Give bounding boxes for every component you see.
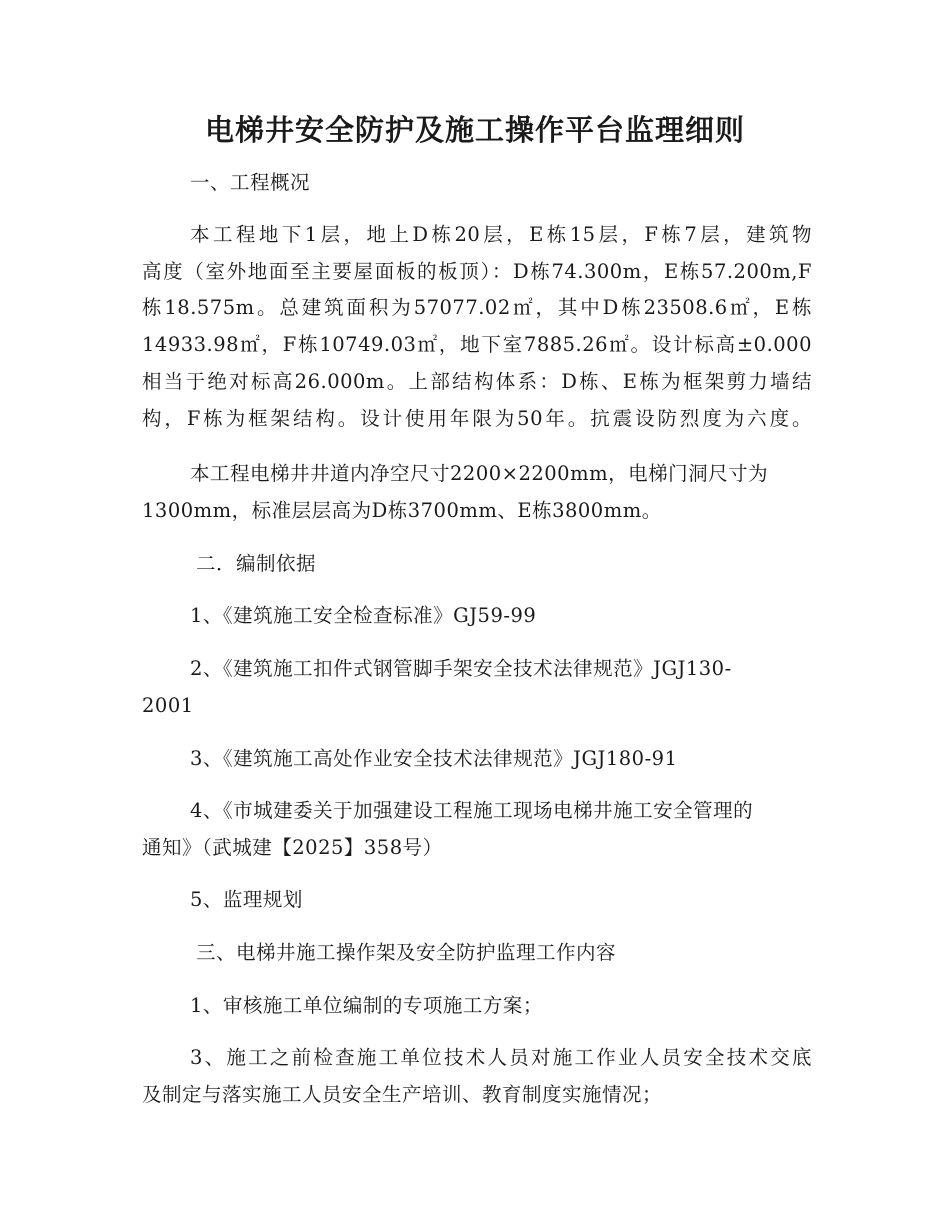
paragraph-line: 相当于绝对标高26.000m。上部结构体系：D栋、E栋为框架剪力墙结 <box>142 370 812 393</box>
list-item-continuation: 2001 <box>142 694 194 717</box>
list-item: 2、《建筑施工扣件式钢管脚手架安全技术法律规范》JGJ130- <box>190 657 732 680</box>
list-item: 3、施工之前检查施工单位技术人员对施工作业人员安全技术交底 <box>190 1046 812 1069</box>
paragraph-line: 构，F栋为框架结构。设计使用年限为50年。抗震设防烈度为六度。 <box>142 407 812 430</box>
list-item: 1、《建筑施工安全检查标准》GJ59-99 <box>190 604 537 627</box>
section-heading-content: 三、电梯井施工操作架及安全防护监理工作内容 <box>196 941 617 964</box>
paragraph-line: 1300mm，标准层层高为D栋3700mm、E栋3800mm。 <box>142 499 662 522</box>
paragraph-line: 本工程地下1层，地上D栋20层，E栋15层，F栋7层，建筑物 <box>190 223 812 246</box>
list-item-continuation: 通知》（武城建【2025】358号） <box>142 836 443 859</box>
list-item: 3、《建筑施工高处作业安全技术法律规范》JGJ180-91 <box>190 747 678 770</box>
list-item: 5、监理规划 <box>190 888 303 911</box>
paragraph-line: 14933.98㎡，F栋10749.03㎡，地下室7885.26㎡。设计标高±0.000 <box>142 333 812 356</box>
list-item: 1、审核施工单位编制的专项施工方案； <box>190 994 543 1017</box>
section-heading-overview: 一、工程概况 <box>190 171 311 194</box>
paragraph-line: 高度（室外地面至主要屋面板的板顶）：D栋74.300m，E栋57.200m,F <box>142 260 812 283</box>
list-item: 4、《市城建委关于加强建设工程施工现场电梯井施工安全管理的 <box>190 799 754 822</box>
paragraph-line: 栋18.575m。总建筑面积为57077.02㎡，其中D栋23508.6㎡，E栋 <box>142 296 812 319</box>
section-heading-basis: 二．编制依据 <box>196 552 317 575</box>
document-title: 电梯井安全防护及施工操作平台监理细则 <box>204 113 745 147</box>
list-item-continuation: 及制定与落实施工人员安全生产培训、教育制度实施情况； <box>142 1083 663 1106</box>
paragraph-line: 本工程电梯井井道内净空尺寸2200×2200mm，电梯门洞尺寸为 <box>190 462 769 485</box>
